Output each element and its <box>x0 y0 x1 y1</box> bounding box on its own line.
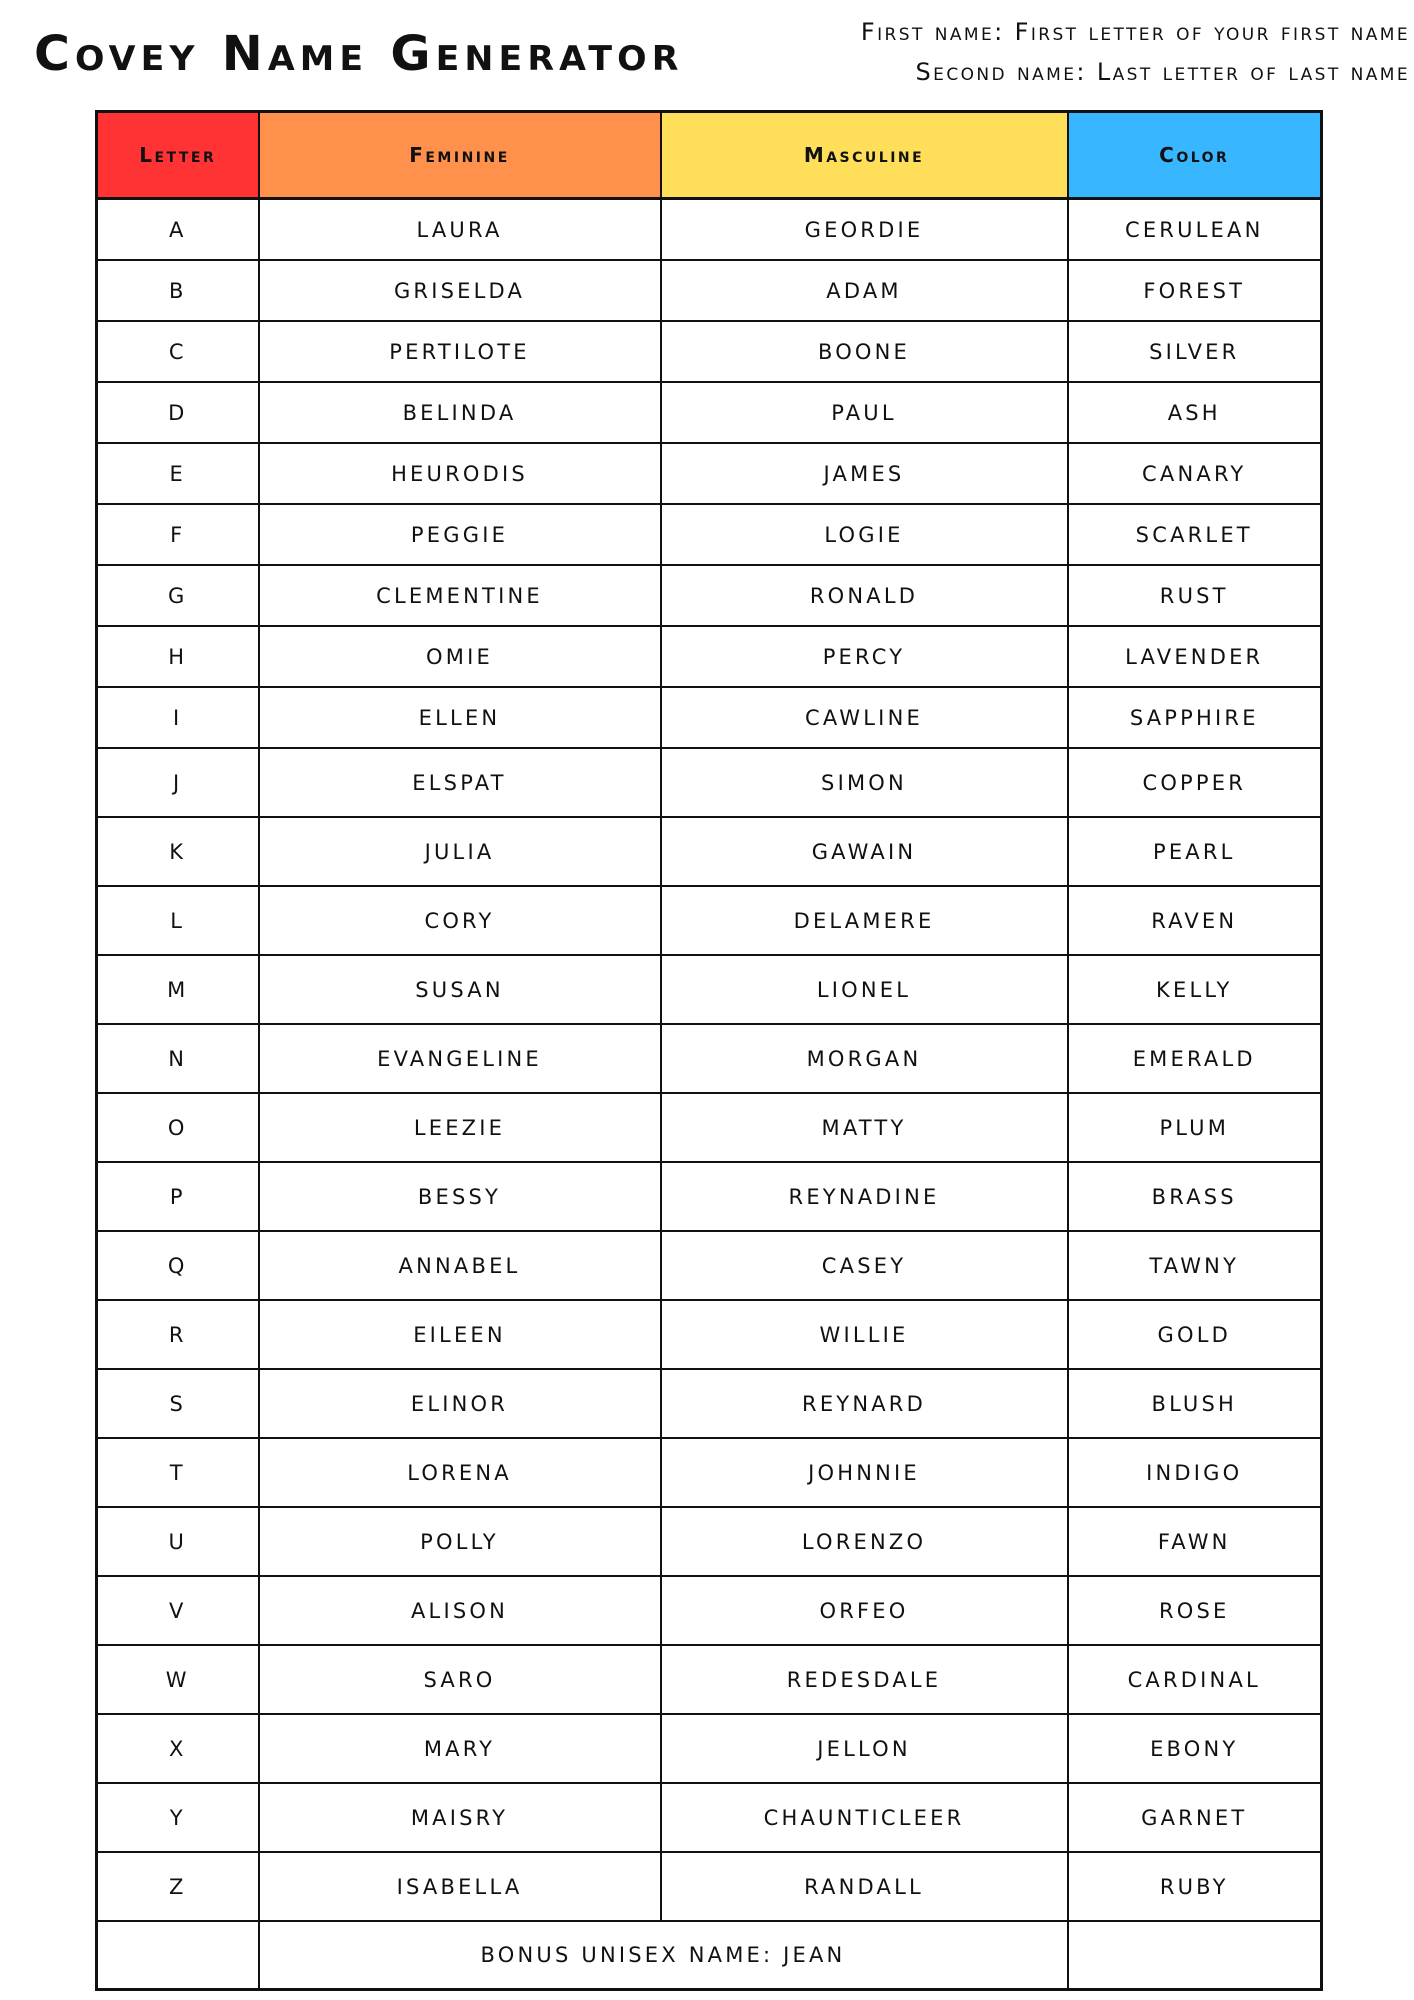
cell-letter: B <box>97 260 259 321</box>
cell-letter: R <box>97 1300 259 1369</box>
table-row <box>97 1507 1322 1576</box>
cell-color: CARDINAL <box>1068 1645 1322 1714</box>
table-row <box>97 955 1322 1024</box>
cell-feminine: ELLEN <box>259 687 661 748</box>
cell-color: PEARL <box>1068 817 1322 886</box>
cell-letter: S <box>97 1369 259 1438</box>
cell-color: FAWN <box>1068 1507 1322 1576</box>
cell-feminine: LEEZIE <box>259 1093 661 1162</box>
cell-letter: G <box>97 565 259 626</box>
cell-masculine: REDESDALE <box>661 1645 1068 1714</box>
cell-letter: J <box>97 748 259 817</box>
cell-letter: U <box>97 1507 259 1576</box>
cell-color: CANARY <box>1068 443 1322 504</box>
cell-feminine: PERTILOTE <box>259 321 661 382</box>
cell-letter: P <box>97 1162 259 1231</box>
cell-letter: V <box>97 1576 259 1645</box>
table-row <box>97 1438 1322 1507</box>
cell-color: SILVER <box>1068 321 1322 382</box>
bonus-letter-cell <box>97 1921 259 1990</box>
cell-letter: Q <box>97 1231 259 1300</box>
table-row <box>97 1369 1322 1438</box>
page-title: Covey Name Generator <box>34 26 684 82</box>
cell-color: CERULEAN <box>1068 199 1322 261</box>
cell-masculine: GAWAIN <box>661 817 1068 886</box>
table-row <box>97 748 1322 817</box>
cell-letter: T <box>97 1438 259 1507</box>
cell-feminine: CLEMENTINE <box>259 565 661 626</box>
cell-feminine: JULIA <box>259 817 661 886</box>
cell-feminine: ELSPAT <box>259 748 661 817</box>
table-row <box>97 626 1322 687</box>
cell-masculine: REYNADINE <box>661 1162 1068 1231</box>
table-row <box>97 817 1322 886</box>
cell-feminine: SUSAN <box>259 955 661 1024</box>
cell-letter: E <box>97 443 259 504</box>
cell-masculine: CHAUNTICLEER <box>661 1783 1068 1852</box>
table-row <box>97 1093 1322 1162</box>
cell-color: COPPER <box>1068 748 1322 817</box>
cell-feminine: HEURODIS <box>259 443 661 504</box>
table-row <box>97 1645 1322 1714</box>
cell-color: BLUSH <box>1068 1369 1322 1438</box>
cell-color: FOREST <box>1068 260 1322 321</box>
cell-masculine: MATTY <box>661 1093 1068 1162</box>
cell-feminine: PEGGIE <box>259 504 661 565</box>
instruction-second-name: Second name: Last letter of last name <box>915 58 1410 86</box>
header-feminine: Feminine <box>259 112 661 199</box>
table-row <box>97 1300 1322 1369</box>
cell-masculine: REYNARD <box>661 1369 1068 1438</box>
cell-feminine: MARY <box>259 1714 661 1783</box>
table-row <box>97 886 1322 955</box>
table-row <box>97 1231 1322 1300</box>
table-row <box>97 1852 1322 1921</box>
table-row <box>97 1024 1322 1093</box>
bonus-unisex-name: BONUS UNISEX NAME: JEAN <box>259 1921 1068 1990</box>
bonus-color-cell <box>1068 1921 1322 1990</box>
table-row <box>97 1576 1322 1645</box>
cell-color: TAWNY <box>1068 1231 1322 1300</box>
cell-color: INDIGO <box>1068 1438 1322 1507</box>
cell-color: SAPPHIRE <box>1068 687 1322 748</box>
cell-feminine: EILEEN <box>259 1300 661 1369</box>
cell-feminine: ELINOR <box>259 1369 661 1438</box>
cell-feminine: CORY <box>259 886 661 955</box>
cell-masculine: PAUL <box>661 382 1068 443</box>
cell-feminine: MAISRY <box>259 1783 661 1852</box>
cell-color: LAVENDER <box>1068 626 1322 687</box>
table-row <box>97 443 1322 504</box>
cell-letter: M <box>97 955 259 1024</box>
cell-letter: D <box>97 382 259 443</box>
cell-masculine: DELAMERE <box>661 886 1068 955</box>
cell-color: PLUM <box>1068 1093 1322 1162</box>
cell-masculine: LOGIE <box>661 504 1068 565</box>
cell-color: RAVEN <box>1068 886 1322 955</box>
cell-letter: Z <box>97 1852 259 1921</box>
cell-masculine: LIONEL <box>661 955 1068 1024</box>
cell-masculine: RONALD <box>661 565 1068 626</box>
cell-feminine: EVANGELINE <box>259 1024 661 1093</box>
cell-letter: I <box>97 687 259 748</box>
table-row <box>97 1714 1322 1783</box>
cell-feminine: GRISELDA <box>259 260 661 321</box>
cell-feminine: SARO <box>259 1645 661 1714</box>
cell-masculine: GEORDIE <box>661 199 1068 261</box>
table-row <box>97 321 1322 382</box>
cell-masculine: PERCY <box>661 626 1068 687</box>
cell-feminine: ISABELLA <box>259 1852 661 1921</box>
header-color: Color <box>1068 112 1322 199</box>
header-masculine: Masculine <box>661 112 1068 199</box>
cell-masculine: MORGAN <box>661 1024 1068 1093</box>
cell-feminine: BESSY <box>259 1162 661 1231</box>
cell-masculine: CASEY <box>661 1231 1068 1300</box>
cell-masculine: CAWLINE <box>661 687 1068 748</box>
cell-letter: Y <box>97 1783 259 1852</box>
cell-letter: O <box>97 1093 259 1162</box>
cell-masculine: BOONE <box>661 321 1068 382</box>
table-row <box>97 382 1322 443</box>
cell-feminine: ANNABEL <box>259 1231 661 1300</box>
cell-masculine: JOHNNIE <box>661 1438 1068 1507</box>
cell-color: RUST <box>1068 565 1322 626</box>
cell-letter: L <box>97 886 259 955</box>
cell-masculine: WILLIE <box>661 1300 1068 1369</box>
cell-letter: A <box>97 199 259 261</box>
instruction-first-name: First name: First letter of your first name <box>860 18 1410 46</box>
cell-masculine: SIMON <box>661 748 1068 817</box>
table-row <box>97 199 1322 261</box>
cell-color: GOLD <box>1068 1300 1322 1369</box>
cell-masculine: JELLON <box>661 1714 1068 1783</box>
cell-letter: W <box>97 1645 259 1714</box>
cell-masculine: ORFEO <box>661 1576 1068 1645</box>
table-row <box>97 1783 1322 1852</box>
cell-color: EMERALD <box>1068 1024 1322 1093</box>
cell-color: ASH <box>1068 382 1322 443</box>
table-row <box>97 260 1322 321</box>
cell-color: SCARLET <box>1068 504 1322 565</box>
cell-letter: C <box>97 321 259 382</box>
cell-color: KELLY <box>1068 955 1322 1024</box>
cell-masculine: RANDALL <box>661 1852 1068 1921</box>
table-row <box>97 1162 1322 1231</box>
cell-color: BRASS <box>1068 1162 1322 1231</box>
cell-masculine: LORENZO <box>661 1507 1068 1576</box>
cell-letter: F <box>97 504 259 565</box>
cell-letter: K <box>97 817 259 886</box>
header-letter: Letter <box>97 112 259 199</box>
table-row <box>97 504 1322 565</box>
cell-color: GARNET <box>1068 1783 1322 1852</box>
cell-feminine: LORENA <box>259 1438 661 1507</box>
cell-feminine: LAURA <box>259 199 661 261</box>
cell-feminine: POLLY <box>259 1507 661 1576</box>
cell-masculine: ADAM <box>661 260 1068 321</box>
cell-masculine: JAMES <box>661 443 1068 504</box>
table-row <box>97 687 1322 748</box>
name-generator-table <box>95 110 1323 1991</box>
cell-letter: N <box>97 1024 259 1093</box>
cell-letter: H <box>97 626 259 687</box>
cell-feminine: ALISON <box>259 1576 661 1645</box>
cell-letter: X <box>97 1714 259 1783</box>
header-row <box>97 112 1322 199</box>
cell-color: RUBY <box>1068 1852 1322 1921</box>
cell-color: EBONY <box>1068 1714 1322 1783</box>
bonus-row <box>97 1921 1322 1990</box>
table-row <box>97 565 1322 626</box>
cell-feminine: OMIE <box>259 626 661 687</box>
cell-feminine: BELINDA <box>259 382 661 443</box>
cell-color: ROSE <box>1068 1576 1322 1645</box>
